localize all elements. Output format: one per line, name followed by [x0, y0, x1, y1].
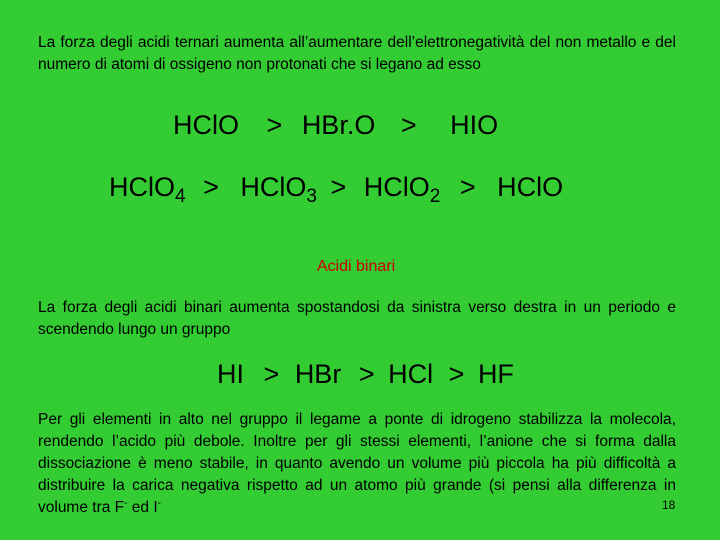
- formula-hclo: HClO: [173, 110, 239, 140]
- greater-than-sign: >: [358, 359, 375, 389]
- greater-than-sign: >: [448, 359, 465, 389]
- formula-hclo2: [363, 172, 441, 207]
- formula-hf: HF: [477, 359, 514, 389]
- formula-hio: HIO: [450, 110, 499, 140]
- page-number: 18: [662, 498, 676, 512]
- greater-than-sign: >: [203, 172, 219, 202]
- binary-acids-paragraph: [38, 297, 676, 341]
- greater-than-sign: >: [459, 172, 476, 202]
- formula-hbr: HBr: [294, 359, 342, 389]
- formula-row-hydrohalic-acids: [217, 359, 514, 390]
- formula-hcl: HCl: [388, 359, 434, 389]
- formula-hbro: HBr.O: [301, 110, 376, 140]
- formula-row-chlorine-oxyacids: [109, 172, 564, 207]
- formula-hclo3: [240, 172, 317, 207]
- formula-base: HClO: [109, 172, 175, 202]
- explanation-text-tail: ed I: [127, 499, 158, 516]
- explanation-text: Per gli elementi in alto nel gruppo il legame a ponte di idrogeno stabilizza la molecola, rendendo l’acido più debole. Inoltre per gli stessi elementi, l’anione che si forma dalla dissociazione è meno stabile, in quanto avendo un volume più piccola ha più difficoltà a distribuire la carica negativa rispetto ad un atomo più grande (si pensi alla differenza in volume tra F: [38, 411, 676, 516]
- charge-superscript: -: [124, 498, 128, 509]
- binary-acids-text: La forza degli acidi binari aumenta spostandosi da sinistra verso destra in un periodo e scendendo lungo un gruppo: [38, 299, 676, 338]
- charge-superscript: -: [157, 498, 161, 509]
- explanation-paragraph: [38, 409, 676, 519]
- section-heading-binary-acids: Acidi binari: [316, 258, 396, 275]
- formula-hclo4: [109, 172, 186, 207]
- formula-base: HClO: [240, 172, 307, 202]
- greater-than-sign: >: [263, 359, 280, 389]
- subscript: 4: [175, 186, 186, 207]
- subscript: 3: [306, 186, 317, 207]
- intro-paragraph: [38, 32, 676, 76]
- greater-than-sign: >: [330, 172, 347, 202]
- formula-hi: HI: [217, 359, 244, 389]
- greater-than-sign: >: [266, 110, 283, 140]
- ternary-acids-text: La forza degli acidi ternari aumenta all’aumentare dell’elettronegatività del non metallo e del numero di atomi di ossigeno non protonati che si legano ad esso: [38, 34, 676, 73]
- formula-row-halogen-oxyacids: [173, 110, 498, 141]
- subscript: 2: [429, 186, 441, 207]
- formula-base: HClO: [363, 172, 430, 202]
- greater-than-sign: >: [400, 110, 417, 140]
- formula-hclo: HClO: [497, 172, 564, 202]
